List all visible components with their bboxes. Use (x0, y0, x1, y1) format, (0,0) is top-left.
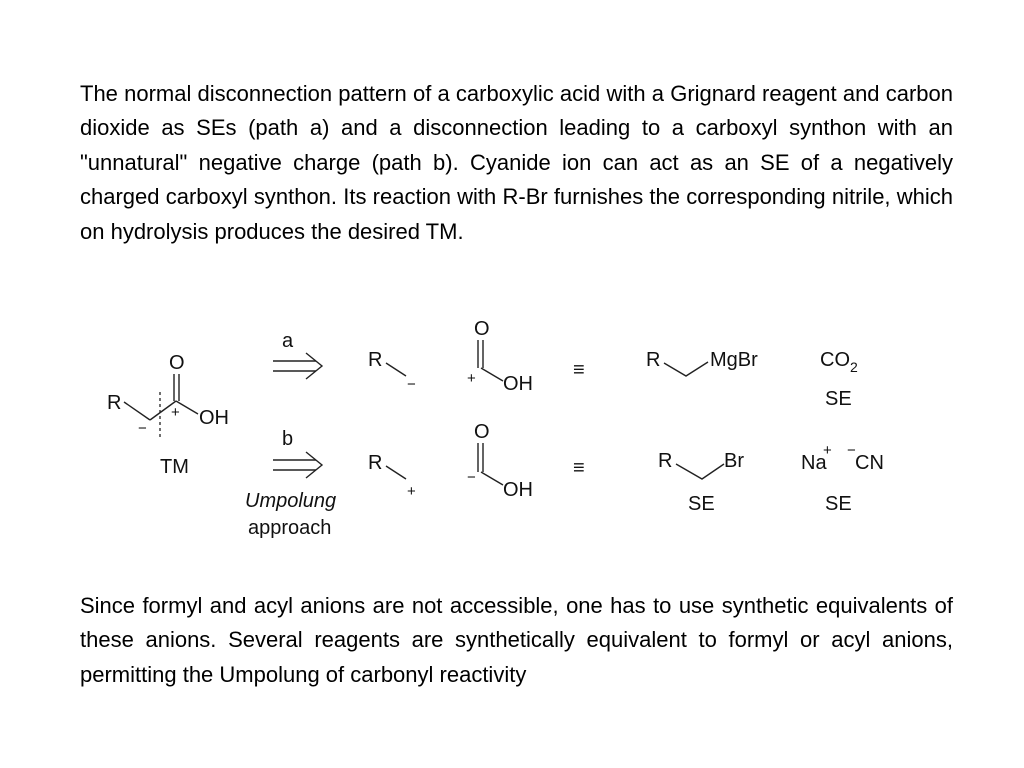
path-b-cation-charge: + (823, 442, 832, 459)
path-a-equivalent-sign: ≡ (573, 359, 585, 381)
path-b-cation: Na (801, 452, 827, 474)
path-a-reagent1-r: R (646, 349, 661, 371)
path-b-synthon1-bond (386, 466, 406, 479)
path-a-reagent2-formula: $CO_2$ (820, 349, 858, 375)
target-oh-label: OH (199, 407, 229, 429)
path-b-anion-charge: − (847, 442, 856, 459)
path-b-synthon2-oh: OH (503, 479, 533, 501)
retro-arrow-b-icon (273, 452, 322, 478)
path-b (245, 421, 884, 539)
path-a-reagent1-group: MgBr (710, 349, 758, 371)
retro-arrow-a-icon (273, 353, 322, 379)
target-bond-r (124, 402, 150, 420)
path-a-synthon2-oh: OH (503, 373, 533, 395)
path-b-synthon1-r: R (368, 452, 383, 474)
umpolung-paragraph: Since formyl and acyl anions are not accessible, one has to use synthetic equivalents of these anions. Several reagents are synthetically equivalent to formyl or acyl anions, permitting the Umpolung of carbonyl reactivity (80, 593, 953, 687)
path-b-synthon2-bond-oh (481, 472, 503, 485)
path-b-label: b (282, 428, 294, 450)
path-b-reagent1-r: R (658, 450, 673, 472)
target-label-tm: TM (160, 456, 189, 478)
path-b-synthon2-charge: − (467, 469, 476, 486)
path-b-reagent1-label: SE (688, 493, 715, 515)
umpolung-caption: Umpolung (245, 490, 337, 512)
target-plus-sign: + (171, 404, 180, 421)
path-b-reagent1-bonds (676, 464, 724, 479)
target-minus-sign: − (138, 420, 147, 437)
path-a-label: a (282, 330, 294, 352)
path-a-synthon1-bond (386, 363, 406, 376)
approach-caption: approach (248, 517, 332, 539)
target-molecule (107, 352, 229, 478)
path-b-anion: CN (855, 452, 884, 474)
path-a-synthon1-charge: − (407, 376, 416, 393)
path-b-reagent2-label: SE (825, 493, 852, 515)
path-b-reagent1-group: Br (724, 450, 744, 472)
path-a-synthon2-bond-oh (481, 368, 503, 381)
path-a-reagent2-label: SE (825, 388, 852, 410)
intro-paragraph: The normal disconnection pattern of a carboxylic acid with a Grignard reagent and carbon dioxide as SEs (path a) and a disconnection leading to a carboxyl synthon with an "unnatural" negative charge (path b). Cyanide ion can act as an SE of a negatively charged carboxyl synthon. Its reaction with R-Br furnishes the corresponding nitrile, which on hydrolysis produces the desired TM. (80, 81, 953, 244)
path-a-reagent1-bonds (664, 362, 708, 376)
path-b-equivalent-sign: ≡ (573, 457, 585, 479)
target-o-label: O (169, 352, 185, 374)
retrosynthesis-scheme (0, 310, 1024, 560)
path-a-synthon1-r: R (368, 349, 383, 371)
path-a-synthon2-o: O (474, 318, 490, 340)
path-a-synthon2-charge: + (467, 370, 476, 387)
path-a (273, 318, 858, 410)
target-r-label: R (107, 392, 122, 414)
path-b-synthon1-charge: + (407, 483, 416, 500)
path-b-synthon2-o: O (474, 421, 490, 443)
